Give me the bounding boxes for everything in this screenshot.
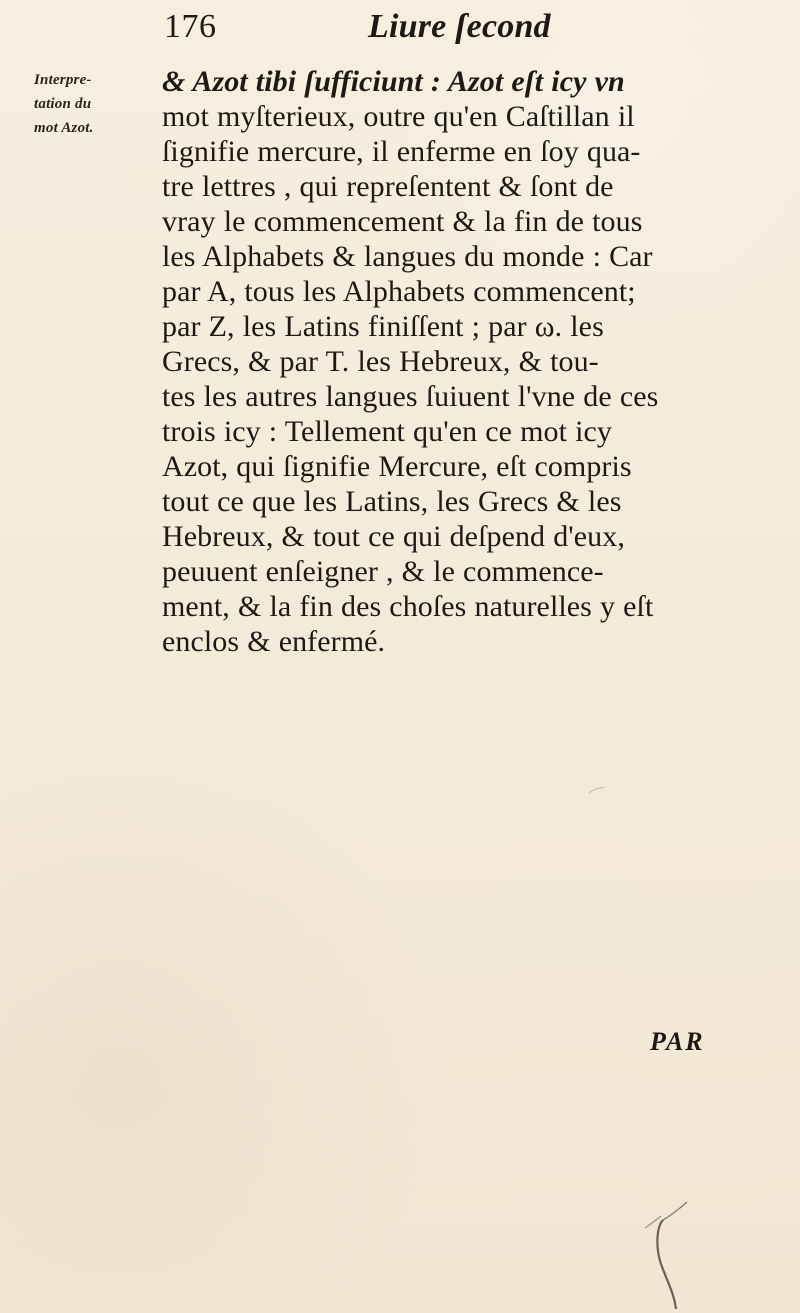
- margin-note-line: Interpre-: [34, 72, 92, 88]
- body-line: tout ce que les Latins, les Grecs & les: [162, 485, 622, 518]
- body-line: trois icy : Tellement qu'en ce mot icy: [162, 415, 613, 448]
- body-line: & Azot tibi ſufficiunt : Azot eſt icy vn: [162, 65, 625, 98]
- body-line: ſignifie mercure, il enferme en ſoy qua-: [162, 135, 641, 168]
- body-line: Hebreux, & tout ce qui deſpend d'eux,: [162, 520, 625, 553]
- catchword: PAR: [650, 1027, 705, 1056]
- body-line: enclos & enfermé.: [162, 625, 386, 658]
- paper-speck: [588, 785, 606, 797]
- body-line: par Z, les Latins finiſſent ; par ω. les: [162, 310, 604, 343]
- page-number: 176: [164, 8, 217, 45]
- body-line: les Alphabets & langues du monde : Car: [162, 240, 653, 273]
- body-line: Azot, qui ſignifie Mercure, eſt compris: [162, 450, 632, 483]
- body-line: par A, tous les Alphabets commencent;: [162, 275, 636, 308]
- running-head: Liure ſecond: [368, 8, 551, 45]
- margin-note-line: tation du: [34, 96, 92, 112]
- body-line: Grecs, & par T. les Hebreux, & tou-: [162, 345, 599, 378]
- body-text: [162, 64, 770, 659]
- body-line: vray le commencement & la fin de tous: [162, 205, 643, 238]
- body-line: mot myſterieux, outre qu'en Caſtillan il: [162, 100, 635, 133]
- margin-note: [34, 68, 164, 140]
- margin-note-line: mot Azot.: [34, 120, 94, 136]
- body-line: ment, & la fin des choſes naturelles y eſt: [162, 590, 654, 623]
- body-line: peuuent enſeigner , & le commence-: [162, 555, 604, 588]
- body-line: tes les autres langues ſuiuent l'vne de ces: [162, 380, 659, 413]
- paper-mark: [639, 1198, 695, 1310]
- body-line: tre lettres , qui repreſentent & ſont de: [162, 170, 614, 203]
- page-header: [164, 10, 584, 54]
